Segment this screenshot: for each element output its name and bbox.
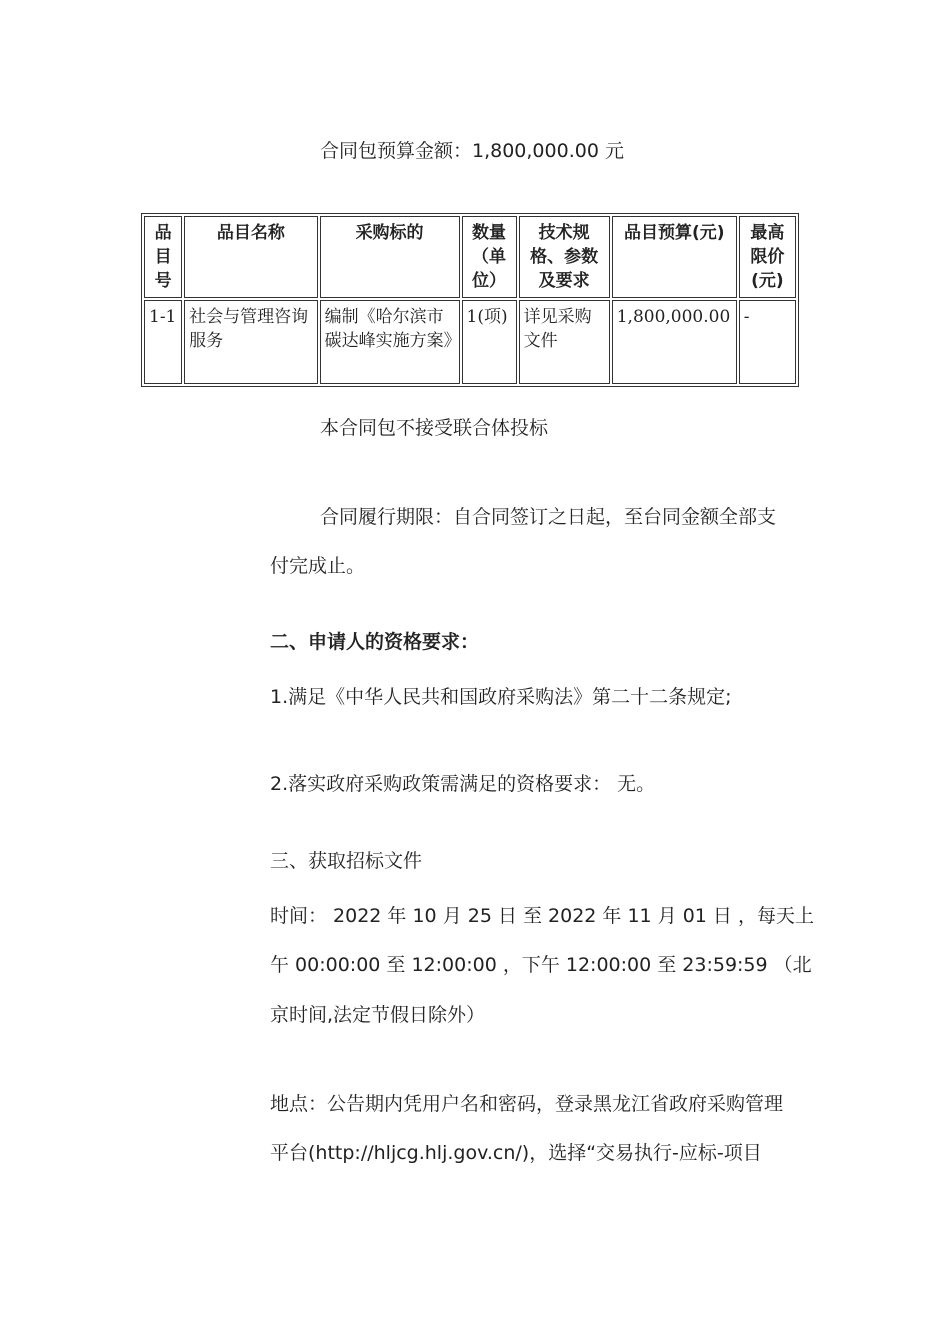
requirement-2: 2.落实政府采购政策需满足的资格要求： 无。	[270, 773, 656, 795]
procurement-items-table	[141, 213, 799, 387]
table-row	[144, 300, 796, 384]
cell-item-budget: 1,800,000.00	[612, 300, 737, 384]
contract-term-line-1: 合同履行期限：自合同签订之日起，至台同金额全部支	[320, 506, 777, 528]
cell-item-no: 1-1	[144, 300, 182, 384]
header-procurement-target: 采购标的	[320, 216, 460, 298]
time-line-2: 午 00:00:00 至 12:00:00 ，下午 12:00:00 至 23:59:59 （北	[270, 954, 812, 976]
section-3-title: 三、获取招标文件	[270, 850, 423, 872]
table-header-row	[144, 216, 796, 298]
header-item-budget: 品目预算(元)	[612, 216, 737, 298]
header-tech-spec: 技术规格、参数及要求	[519, 216, 610, 298]
requirement-1: 1.满足《中华人民共和国政府采购法》第二十二条规定;	[270, 686, 732, 708]
time-line-3: 京时间,法定节假日除外）	[270, 1004, 486, 1026]
time-line-1: 时间： 2022 年 10 月 25 日 至 2022 年 11 月 01 日 ，每天上	[270, 905, 814, 927]
section-2-title: 二、申请人的资格要求：	[270, 631, 480, 653]
cell-quantity: 1(项)	[462, 300, 517, 384]
place-line-1: 地点：公告期内凭用户名和密码，登录黑龙江省政府采购管理	[270, 1093, 784, 1115]
no-consortium-note: 本合同包不接受联合体投标	[320, 417, 549, 439]
place-line-2: 平台(http://hljcg.hlj.gov.cn/)，选择“交易执行-应标-项目	[270, 1142, 762, 1164]
contract-term-line-2: 付完成止。	[270, 555, 366, 577]
cell-procurement-target: 编制《哈尔滨市碳达峰实施方案》	[320, 300, 460, 384]
cell-max-price: -	[739, 300, 796, 384]
header-item-no: 品目号	[144, 216, 182, 298]
header-max-price: 最高限价(元)	[739, 216, 796, 298]
budget-amount: 合同包预算金额：1,800,000.00 元	[320, 140, 624, 162]
header-item-name: 品目名称	[184, 216, 318, 298]
header-quantity: 数量（单位）	[462, 216, 517, 298]
cell-item-name: 社会与管理咨询服务	[184, 300, 318, 384]
cell-tech-spec: 详见采购文件	[519, 300, 610, 384]
